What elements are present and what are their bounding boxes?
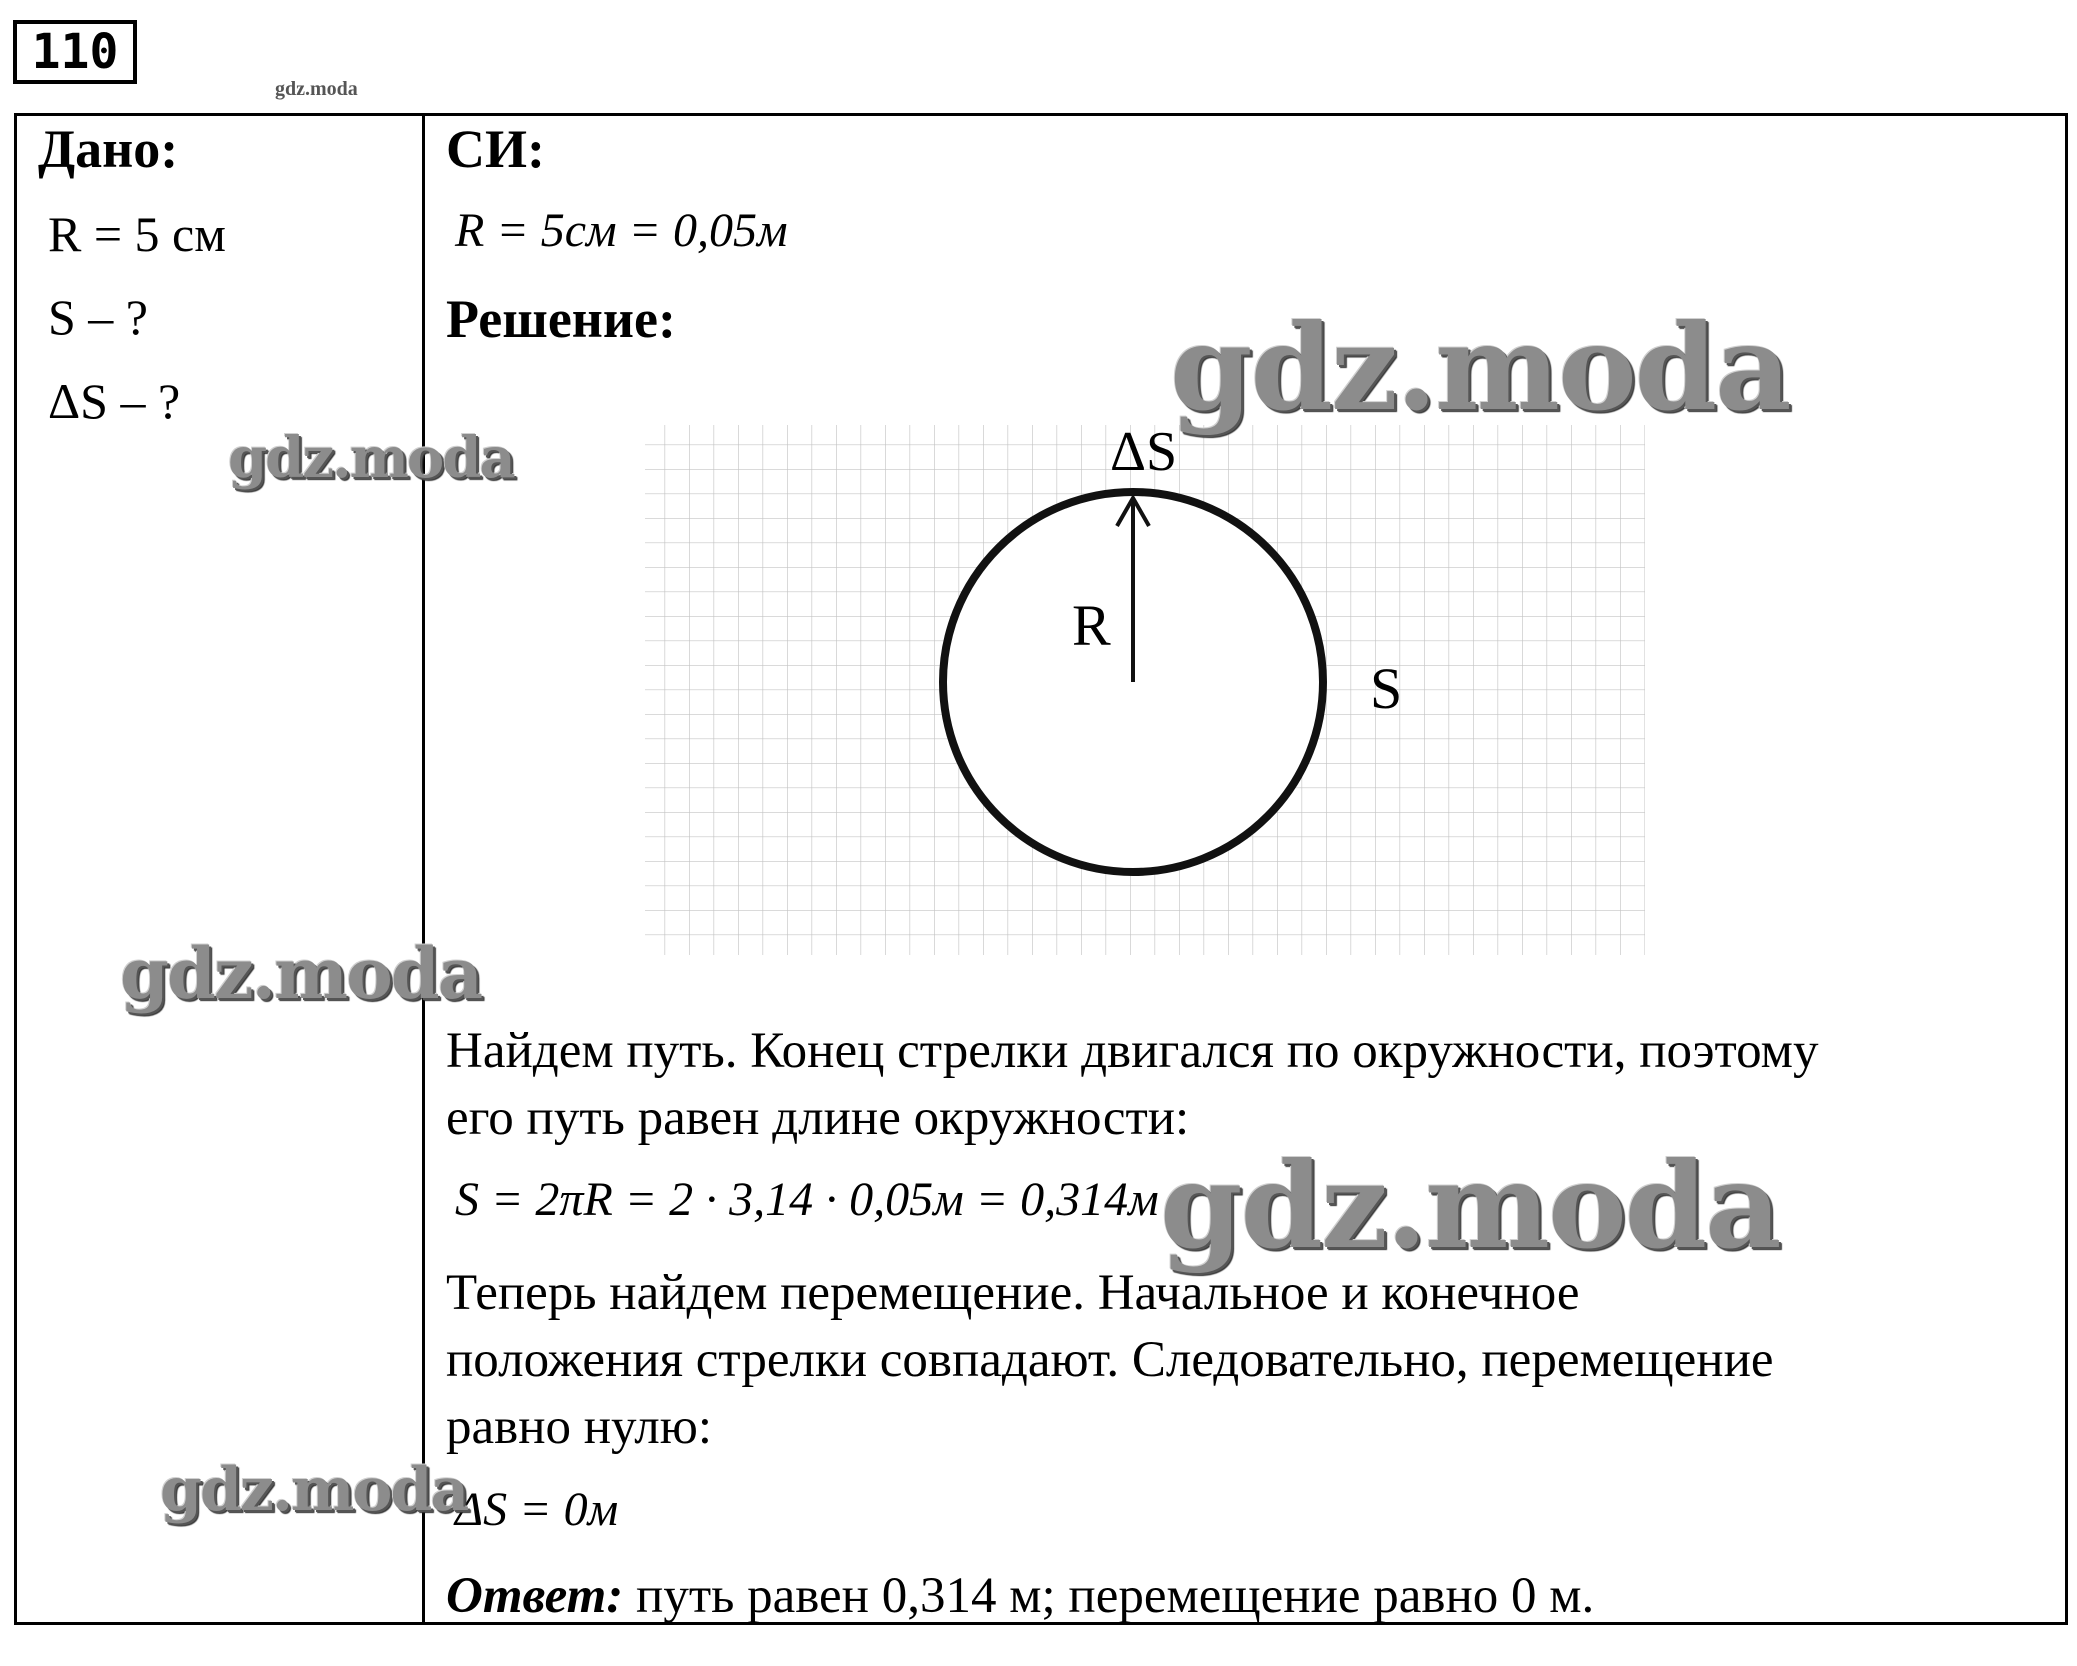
solution-paragraph-1-line-1: Найдем путь. Конец стрелки двигался по окружности, поэтому xyxy=(446,1023,1819,1079)
answer-text: путь равен 0,314 м; перемещение равно 0 м. xyxy=(636,1568,1595,1624)
radius-label: R xyxy=(1072,593,1111,658)
displacement-formula: ΔS = 0м xyxy=(455,1483,619,1536)
given-path-question: S – ? xyxy=(48,289,148,345)
solution-paragraph-1-line-2: его путь равен длине окружности: xyxy=(446,1090,1190,1146)
small-watermark: gdz.moda xyxy=(275,78,358,100)
watermark-large-bottom: gdz.moda xyxy=(1160,1136,1780,1275)
answer-label: Ответ: xyxy=(446,1568,624,1624)
path-formula: S = 2πR = 2 · 3,14 · 0,05м = 0,314м xyxy=(455,1173,1159,1226)
solution-paragraph-2-line-1: Теперь найдем перемещение. Начальное и конечное xyxy=(446,1265,1580,1321)
watermark-left-middle: gdz.moda xyxy=(120,932,482,1015)
si-header: СИ: xyxy=(446,119,545,179)
watermark-left-bottom: gdz.moda xyxy=(160,1455,468,1525)
given-displacement-question: ΔS – ? xyxy=(48,373,181,429)
column-divider xyxy=(422,113,425,1625)
solution-header: Решение: xyxy=(446,289,676,349)
si-conversion: R = 5см = 0,05м xyxy=(455,204,788,257)
circle-diagram xyxy=(640,420,1670,980)
watermark-large-top: gdz.moda xyxy=(1170,298,1790,437)
watermark-left-top: gdz.moda xyxy=(228,425,514,491)
solution-paragraph-2-line-3: равно нулю: xyxy=(446,1399,713,1455)
solution-paragraph-2-line-2: положения стрелки совпадают. Следовательно, перемещение xyxy=(446,1332,1774,1388)
displacement-label: ΔS xyxy=(1110,421,1178,483)
task-number: 110 xyxy=(13,20,137,84)
given-header: Дано: xyxy=(38,119,179,179)
answer-line xyxy=(446,1563,1594,1629)
path-label: S xyxy=(1370,656,1403,721)
given-radius: R = 5 см xyxy=(48,206,226,262)
